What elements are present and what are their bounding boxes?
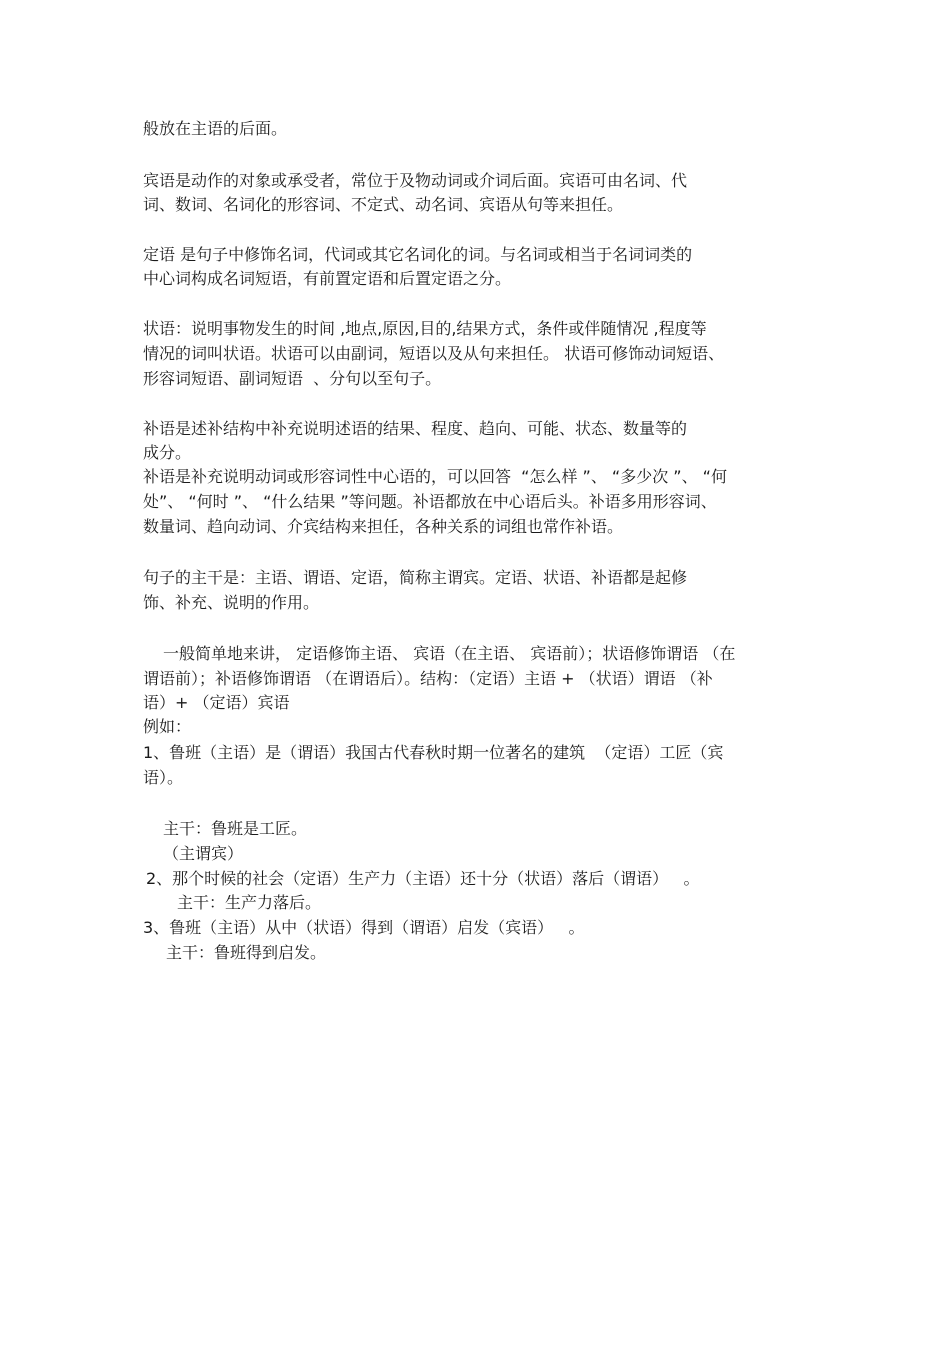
example-2-trunk: 主干：生产力落后。 — [177, 893, 322, 912]
attributive-paragraph-line-1: 定语 是句子中修饰名词，代词或其它名词化的词。与名词或相当于名词词类的 — [143, 245, 693, 264]
example-3-trunk: 主干：鲁班得到启发。 — [166, 943, 327, 962]
example-1-line-1: 1、鲁班（主语）是（谓语）我国古代春秋时期一位著名的建筑 （定语）工匠（宾 — [143, 743, 724, 762]
example-1-pattern: （主谓宾） — [163, 844, 244, 863]
object-paragraph-line-1: 宾语是动作的对象或承受者，常位于及物动词或介词后面。宾语可由名词、代 — [143, 171, 688, 190]
complement-paragraph-line-3: 补语是补充说明动词或形容词性中心语的，可以回答 “怎么样 ”、 “多少次 ”、 “何 — [143, 467, 727, 486]
example-label: 例如： — [143, 717, 192, 736]
complement-paragraph-line-2: 成分。 — [143, 443, 192, 462]
example-1-trunk: 主干：鲁班是工匠。 — [163, 819, 308, 838]
object-paragraph-line-2: 词、数词、名词化的形容词、不定式、动名词、宾语从句等来担任。 — [143, 195, 624, 214]
trunk-paragraph-line-1: 句子的主干是：主语、谓语、定语，简称主谓宾。定语、状语、补语都是起修 — [143, 568, 688, 587]
example-1-line-2: 语）。 — [143, 768, 184, 787]
general-paragraph-line-2: 谓语前）；补语修饰谓语 （在谓语后）。结构：（定语）主语 + （状语）谓语 （补 — [143, 669, 713, 688]
example-2-line: 2、那个时候的社会（定语）生产力（主语）还十分（状语）落后（谓语） 。 — [146, 869, 700, 888]
example-3-line: 3、鲁班（主语）从中（状语）得到（谓语）启发（宾语） 。 — [143, 918, 585, 937]
trunk-paragraph-line-2: 饰、补充、说明的作用。 — [143, 593, 320, 612]
attributive-paragraph-line-2: 中心词构成名词短语，有前置定语和后置定语之分。 — [143, 269, 512, 288]
adverbial-paragraph-line-1: 状语：说明事物发生的时间 ,地点,原因,目的,结果方式，条件或伴随情况 ,程度等 — [143, 319, 707, 338]
general-paragraph-line-3: 语）+ （定语）宾语 — [143, 693, 290, 712]
complement-paragraph-line-1: 补语是述补结构中补充说明述语的结果、程度、趋向、可能、状态、数量等的 — [143, 419, 688, 438]
intro-line: 般放在主语的后面。 — [143, 119, 288, 138]
general-paragraph-line-1: 一般简单地来讲， 定语修饰主语、 宾语（在主语、 宾语前）；状语修饰谓语 （在 — [163, 644, 736, 663]
adverbial-paragraph-line-3: 形容词短语、副词短语 、分句以至句子。 — [143, 369, 442, 388]
complement-paragraph-line-4: 处”、 “何时 ”、 “什么结果 ”等问题。补语都放在中心语后头。补语多用形容词、 — [143, 492, 717, 511]
complement-paragraph-line-5: 数量词、趋向动词、介宾结构来担任，各种关系的词组也常作补语。 — [143, 517, 624, 536]
adverbial-paragraph-line-2: 情况的词叫状语。状语可以由副词，短语以及从句来担任。 状语可修饰动词短语、 — [143, 344, 725, 363]
